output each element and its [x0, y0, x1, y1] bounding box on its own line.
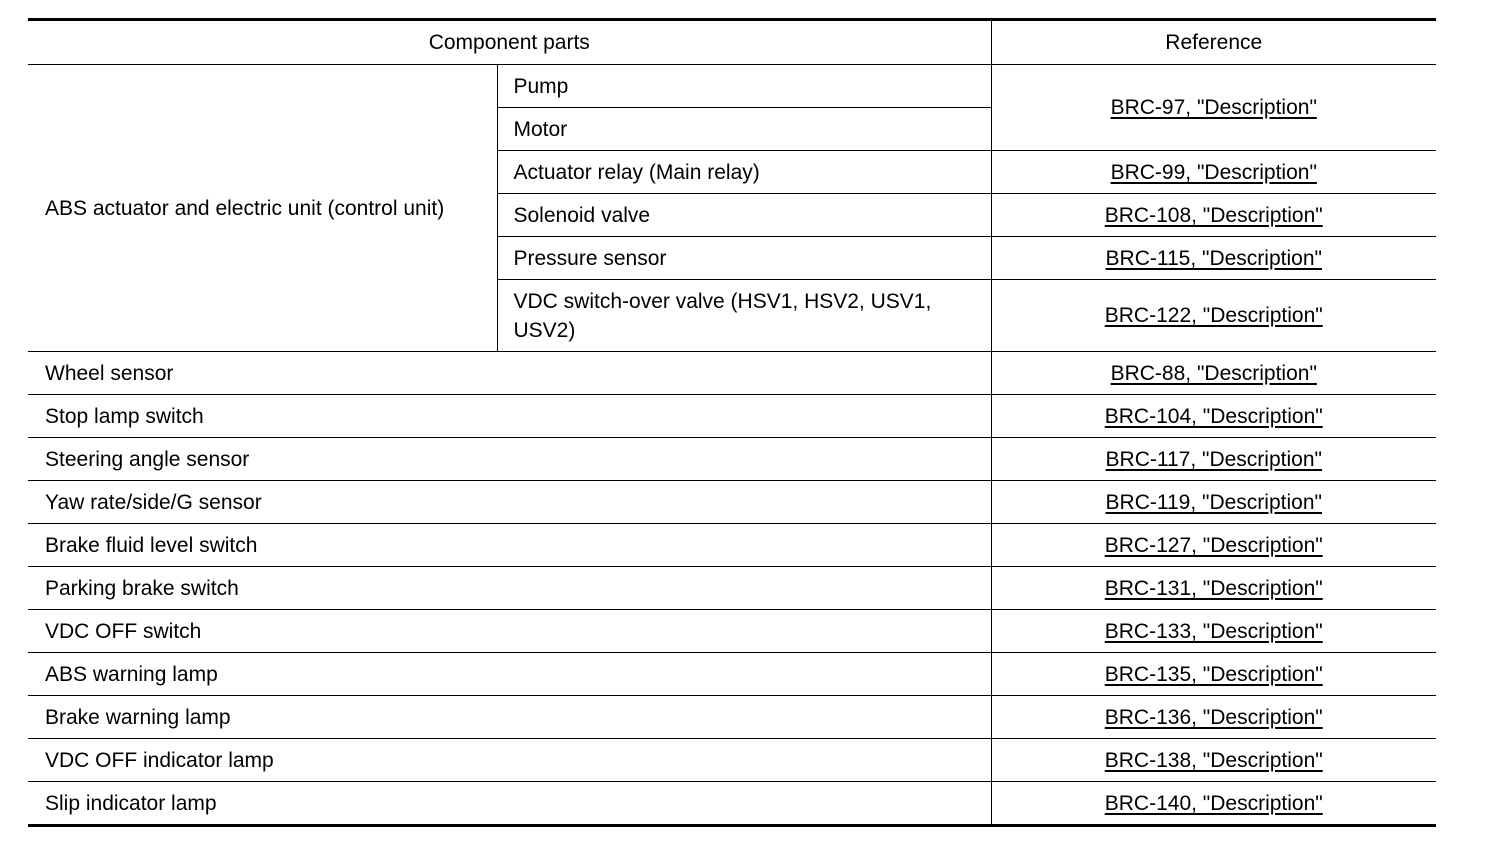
table-row	[28, 481, 1436, 524]
table-row	[28, 395, 1436, 438]
reference-link[interactable]: BRC-99, "Description"	[1110, 160, 1317, 184]
component-parts-table	[28, 18, 1436, 827]
reference-link[interactable]: BRC-136, "Description"	[1104, 705, 1323, 729]
reference-cell	[991, 481, 1436, 524]
component-part: Slip indicator lamp	[28, 782, 991, 826]
reference-link[interactable]: BRC-127, "Description"	[1104, 533, 1323, 557]
reference-link[interactable]: BRC-119, "Description"	[1105, 490, 1322, 514]
subpart-motor: Motor	[497, 108, 991, 151]
abs-unit-label: ABS actuator and electric unit (control unit)	[28, 65, 497, 352]
component-part: VDC OFF indicator lamp	[28, 739, 991, 782]
reference-link[interactable]: BRC-115, "Description"	[1105, 246, 1322, 270]
component-part: Brake fluid level switch	[28, 524, 991, 567]
reference-link[interactable]: BRC-88, "Description"	[1110, 361, 1317, 385]
reference-cell	[991, 438, 1436, 481]
reference-cell	[991, 567, 1436, 610]
table-row	[28, 438, 1436, 481]
component-part: Wheel sensor	[28, 352, 991, 395]
component-part: Parking brake switch	[28, 567, 991, 610]
reference-cell	[991, 782, 1436, 826]
table-row	[28, 524, 1436, 567]
table-header-row	[28, 20, 1436, 65]
component-part: VDC OFF switch	[28, 610, 991, 653]
reference-link[interactable]: BRC-135, "Description"	[1104, 662, 1323, 686]
reference-cell	[991, 524, 1436, 567]
reference-cell	[991, 352, 1436, 395]
table-row	[28, 653, 1436, 696]
table-row	[28, 696, 1436, 739]
reference-link[interactable]: BRC-97, "Description"	[1110, 96, 1317, 119]
reference-link[interactable]: BRC-104, "Description"	[1104, 404, 1323, 428]
reference-cell	[991, 151, 1436, 194]
subpart-pressure-sensor: Pressure sensor	[497, 237, 991, 280]
reference-cell	[991, 696, 1436, 739]
reference-cell	[991, 65, 1436, 151]
subpart-pump: Pump	[497, 65, 991, 108]
component-part: Steering angle sensor	[28, 438, 991, 481]
reference-cell	[991, 610, 1436, 653]
subpart-vdc-switch-over-valve: VDC switch-over valve (HSV1, HSV2, USV1, USV2)	[497, 280, 991, 352]
subpart-actuator-relay: Actuator relay (Main relay)	[497, 151, 991, 194]
reference-link[interactable]: BRC-108, "Description"	[1104, 203, 1323, 227]
reference-cell	[991, 237, 1436, 280]
table-row	[28, 782, 1436, 826]
table-row	[28, 739, 1436, 782]
component-part: Brake warning lamp	[28, 696, 991, 739]
reference-cell	[991, 194, 1436, 237]
table-row	[28, 610, 1436, 653]
component-part: ABS warning lamp	[28, 653, 991, 696]
table-row	[28, 352, 1436, 395]
reference-link[interactable]: BRC-140, "Description"	[1104, 791, 1323, 815]
subpart-solenoid-valve: Solenoid valve	[497, 194, 991, 237]
reference-cell	[991, 739, 1436, 782]
component-part: Yaw rate/side/G sensor	[28, 481, 991, 524]
table-row	[28, 567, 1436, 610]
reference-link[interactable]: BRC-131, "Description"	[1104, 576, 1323, 600]
header-component-parts: Component parts	[28, 20, 991, 65]
reference-cell	[991, 653, 1436, 696]
reference-link[interactable]: BRC-138, "Description"	[1104, 748, 1323, 772]
component-part: Stop lamp switch	[28, 395, 991, 438]
reference-cell	[991, 280, 1436, 352]
header-reference: Reference	[991, 20, 1436, 65]
reference-cell	[991, 395, 1436, 438]
reference-link[interactable]: BRC-122, "Description"	[1104, 304, 1323, 327]
reference-link[interactable]: BRC-117, "Description"	[1105, 447, 1322, 471]
table-row	[28, 65, 1436, 108]
reference-link[interactable]: BRC-133, "Description"	[1104, 619, 1323, 643]
